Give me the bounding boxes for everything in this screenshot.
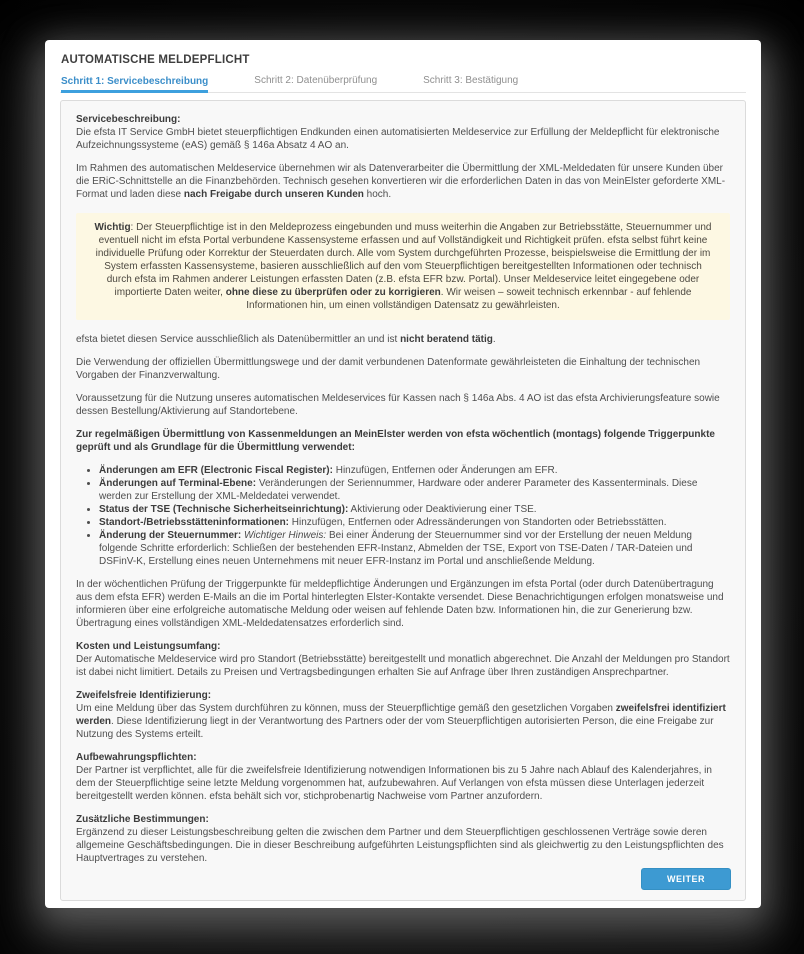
trigger-list: [76, 464, 730, 568]
page-title: AUTOMATISCHE MELDEPFLICHT: [61, 54, 250, 66]
section-body: Der Partner ist verpflichtet, alle für die zweifelsfreie Identifizierung notwendigen Informationen bis zu 5 Jahre nach Ablauf des Kalenderjahres, in dem der Steuerpflichtige seine letzte Meldung vorgenommen hat, aufzubewahren. Auf Verlangen von efsta müssen diese Unterlagen jederzeit bereitgestellt werden können. efsta behält sich vor, stichprobenartig Nachweise vom Partner anzufordern.: [76, 765, 712, 802]
section-costs: [76, 640, 730, 679]
section-body: Ergänzend zu dieser Leistungsbeschreibung gelten die zwischen dem Partner und dem Steuerpflichtigen geschlossenen Verträge sowie deren allgemeine Geschäftsbedingungen. Die in dieser Beschreibung aufgeführten Leistungspflichten sind als gleichwertig zu den Leistungspflichten des Hauptvertrages zu verstehen.: [76, 827, 724, 864]
paragraph-prerequisite: Voraussetzung für die Nutzung unseres automatischen Meldeservices für Kassen nach § 146a Abs. 4 AO ist das efsta Archivierungsfeature sowie dessen Bestellung/Aktivierung auf Standortebene.: [76, 393, 720, 417]
section-heading: Zusätzliche Bestimmungen:: [76, 814, 209, 825]
paragraph-data-transmitter: efsta bietet diesen Service ausschließlich als Datenübermittler an und ist nicht beratend tätig.: [76, 334, 496, 345]
step-tabs: [60, 75, 746, 93]
service-description-panel: [60, 100, 746, 901]
wizard-card: [45, 40, 761, 908]
section-additional-terms: [76, 813, 730, 865]
section-body: Um eine Meldung über das System durchführen zu können, muss der Steuerpflichtige gemäß den gesetzlichen Vorgaben zweifelsfrei identifiziert werden. Diese Identifizierung liegt in der Verantwortung des Partners oder der vom Steuerpflichtigen autorisierten Person, die eine Freigabe zur Nutzung des Systems erteilt.: [76, 703, 726, 740]
section-heading: Aufbewahrungspflichten:: [76, 752, 197, 763]
section-body: Der Automatische Meldeservice wird pro Standort (Betriebsstätte) bereitgestellt und monatlich abgerechnet. Die Anzahl der Meldungen pro Standort ist dabei nicht limitiert. Details zu Preisen und Vertragsbedingungen erhalten Sie auf Anfrage über Ihren zuständigen Ansprechpartner.: [76, 654, 730, 678]
list-item-efr-changes: • Änderungen am EFR (Electronic Fiscal Register): Hinzufügen, Entfernen oder Änderungen am EFR.: [99, 464, 730, 477]
paragraph-intro-2: Im Rahmen des automatischen Meldeservice übernehmen wir als Datenverarbeiter die Übermittlung der XML-Meldedaten für unsere Kunden über die ERiC-Schnittstelle an die Finanzbehörden. Technisch gesehen konvertieren wir die erforderlichen Daten in das von MeinElster geforderte XML-Format und laden diese nach Freigabe durch unseren Kunden hoch.: [76, 163, 726, 200]
trigger-list-intro: Zur regelmäßigen Übermittlung von Kassenmeldungen an MeinElster werden von efsta wöchentlich (montags) folgende Triggerpunkte geprüft und als Grundlage für die Übermittlung verwendet:: [76, 429, 715, 453]
tab-step-3-bestaetigung[interactable]: Schritt 3: Bestätigung: [423, 75, 519, 86]
list-item-tax-number-change: • Änderung der Steuernummer: Wichtiger Hinweis: Bei einer Änderung der Steuernummer sind vor der Erstellung der neuen Meldung folgende Schritte erforderlich: Schließen der bestehenden EFR-Instanz, Abmelden der TSE, Export von TSE-Daten / TAR-Dateien und DSFinV-K, Erstellung eines neuen Unternehmens mit neuer EFR-Instanz im Portal und anschließende Meldung.: [99, 529, 730, 568]
tab-step-2-datenueberpruefung[interactable]: Schritt 2: Datenüberprüfung: [254, 75, 378, 86]
list-item-tse-status: • Status der TSE (Technische Sicherheitseinrichtung): Aktivierung oder Deaktivierung einer TSE.: [99, 503, 730, 516]
section-identification: [76, 689, 730, 741]
section-heading: Kosten und Leistungsumfang:: [76, 641, 221, 652]
paragraph-intro-1: Die efsta IT Service GmbH bietet steuerpflichtigen Endkunden einen automatisierten Meldeservice zur Erfüllung der Meldepflicht für elektronische Aufzeichnungssysteme (eAS) gemäß § 146a Absatz 4 AO an.: [76, 127, 720, 151]
paragraph-official-channels: Die Verwendung der offiziellen Übermittlungswege und der damit verbundenen Datenformate gewährleisteten die Einhaltung der technischen Vorgaben der Finanzverwaltung.: [76, 357, 701, 381]
tab-step-1-servicebeschreibung[interactable]: Schritt 1: Servicebeschreibung: [61, 76, 208, 93]
section-retention: [76, 751, 730, 803]
list-item-location-info: • Standort-/Betriebsstätteninformationen: Hinzufügen, Entfernen oder Adressänderungen von Standorten oder Betriebsstätten.: [99, 516, 730, 529]
section-heading: Zweifelsfreie Identifizierung:: [76, 690, 212, 701]
important-notice-box: Wichtig: Der Steuerpflichtige ist in den Meldeprozess eingebunden und muss weiterhin die Angaben zur Betriebsstätte, Steuernummer und eventuell nicht im efsta Portal verbundene Kassensysteme erfassen und auf Vollständigkeit und Richtigkeit prüfen. efsta selbst führt keine individuelle Prüfung oder Korrektur der Steuerdaten durch. Alle vom System durchgeführten Prozesse, beispielsweise die Ermittlung der im System erfassten Kassensysteme, basieren ausschließlich auf den vom Steuerpflichtigen bereitgestellten Informationen oder technisch durch efsta im Rahmen anderer Leistungen erfassten Daten (z.B. efsta EFR bzw. Portal). Unser Meldeservice leitet eingegebene oder importierte Daten weiter, ohne diese zu überprüfen oder zu korrigieren. Wir weisen – soweit technisch erkennbar - auf fehlende Informationen hin, um einen vollständigen Datensatz zu gewährleisten.: [76, 213, 730, 320]
weiter-button[interactable]: WEITER: [641, 868, 731, 890]
service-description-heading: Servicebeschreibung:: [76, 114, 181, 125]
paragraph-weekly-check: In der wöchentlichen Prüfung der Triggerpunkte für meldepflichtige Änderungen und Ergänzungen im efsta Portal (oder durch Datenübertragung aus dem efsta EFR) werden E-Mails an die im Portal hinterlegten Elster-Kontakte versendet. Diese Benachrichtigungen erfolgen monatsweise und informieren über eine erfolgreiche automatische Meldung oder weisen auf fehlende Daten bzw. Informationen hin, die zur Generierung bzw. Übertragung eines vollständigen XML-Meldedatensatzes erforderlich sind.: [76, 579, 724, 629]
list-item-terminal-changes: • Änderungen auf Terminal-Ebene: Veränderungen der Seriennummer, Hardware oder anderer Parameter des Kassenterminals. Diese werden zur Erstellung der XML-Meldedatei verwendet.: [99, 477, 730, 503]
